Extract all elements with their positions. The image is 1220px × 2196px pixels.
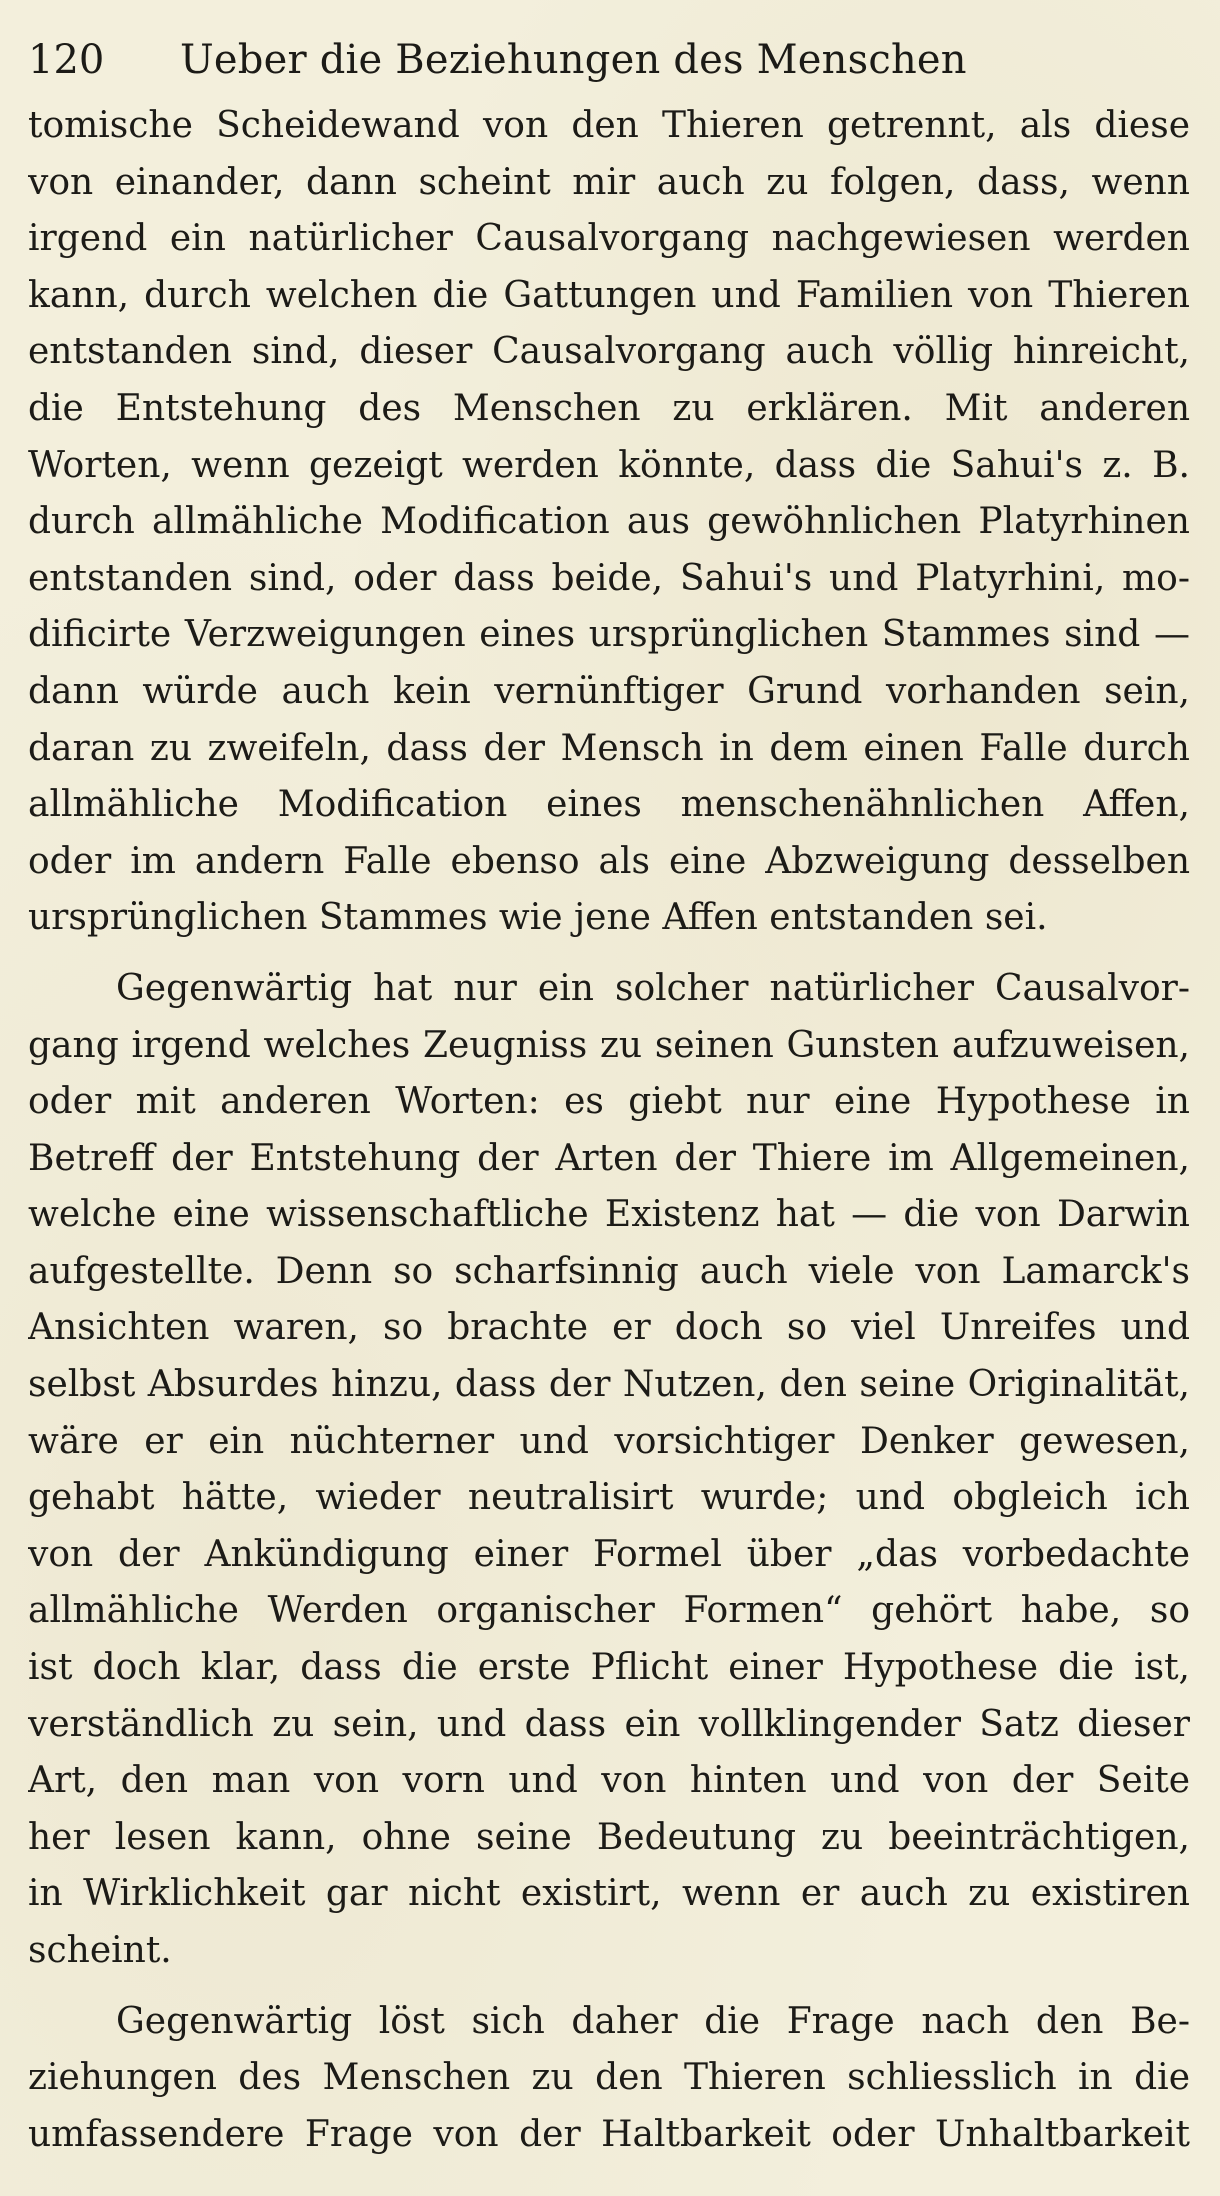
text-line: von einander, dann scheint mir auch zu folgen, dass, wenn bbox=[28, 161, 1190, 203]
text-line: oder mit anderen Worten: es giebt nur eine Hypothese in bbox=[28, 1081, 1190, 1123]
text-line: selbst Absurdes hinzu, dass der Nutzen, den seine Originalität, bbox=[28, 1364, 1190, 1406]
paragraph bbox=[28, 98, 1190, 947]
text-line: Art, den man von vorn und von hinten und von der Seite bbox=[28, 1760, 1190, 1802]
text-line: allmähliche Werden organischer Formen“ gehört habe, so bbox=[28, 1590, 1190, 1632]
text-line: verständlich zu sein, und dass ein vollklingender Satz dieser bbox=[28, 1703, 1190, 1745]
text-line: ist doch klar, dass die erste Pflicht einer Hypothese die ist, bbox=[28, 1647, 1190, 1689]
text-line: in Wirklichkeit gar nicht existirt, wenn er auch zu existiren bbox=[28, 1873, 1190, 1915]
paragraph-gap bbox=[28, 1980, 1190, 1994]
text-line: Gegenwärtig hat nur ein solcher natürlicher Causalvor- bbox=[116, 967, 1190, 1009]
paragraph bbox=[28, 1994, 1190, 2164]
text-line: Gegenwärtig löst sich daher die Frage nach den Be- bbox=[116, 2000, 1190, 2042]
paragraph bbox=[28, 961, 1190, 1980]
text-line: dann würde auch kein vernünftiger Grund vorhanden sein, bbox=[28, 670, 1190, 712]
page-header bbox=[28, 28, 1190, 92]
text-line: aufgestellte. Denn so scharfsinnig auch viele von Lamarck's bbox=[28, 1250, 1190, 1292]
paragraph-gap bbox=[28, 947, 1190, 961]
running-head: Ueber die Beziehungen des Menschen bbox=[180, 37, 967, 83]
text-line: durch allmähliche Modification aus gewöhnlichen Platyrhinen bbox=[28, 501, 1190, 543]
text-line: welche eine wissenschaftliche Existenz hat — die von Darwin bbox=[28, 1194, 1190, 1236]
text-line: wäre er ein nüchterner und vorsichtiger Denker gewesen, bbox=[28, 1420, 1190, 1462]
text-line: gehabt hätte, wieder neutralisirt wurde; und obgleich ich bbox=[28, 1477, 1190, 1519]
text-line: scheint. bbox=[28, 1930, 172, 1971]
text-line: her lesen kann, ohne seine Bedeutung zu beeinträchtigen, bbox=[28, 1816, 1190, 1858]
text-line: ziehungen des Menschen zu den Thieren schliesslich in die bbox=[28, 2057, 1190, 2099]
page-number: 120 bbox=[28, 37, 105, 83]
text-line: von der Ankündigung einer Formel über „das vorbedachte bbox=[28, 1533, 1190, 1575]
text-line: dificirte Verzweigungen eines ursprünglichen Stammes sind — bbox=[28, 614, 1190, 656]
text-line: oder im andern Falle ebenso als eine Abzweigung desselben bbox=[28, 840, 1190, 882]
text-line: umfassendere Frage von der Haltbarkeit oder Unhaltbarkeit bbox=[28, 2113, 1190, 2155]
text-line: tomische Scheidewand von den Thieren getrennt, als diese bbox=[28, 105, 1190, 146]
text-line: entstanden sind, dieser Causalvorgang auch völlig hinreicht, bbox=[28, 331, 1190, 373]
text-line: Worten, wenn gezeigt werden könnte, dass die Sahui's z. B. bbox=[28, 444, 1190, 486]
text-line: gang irgend welches Zeugniss zu seinen Gunsten aufzuweisen, bbox=[28, 1024, 1190, 1066]
text-line: die Entstehung des Menschen zu erklären. Mit anderen bbox=[28, 387, 1190, 429]
text-line: allmähliche Modification eines menschenähnlichen Affen, bbox=[28, 784, 1190, 826]
text-line: irgend ein natürlicher Causalvorgang nachgewiesen werden bbox=[28, 218, 1190, 260]
text-line: ursprünglichen Stammes wie jene Affen entstanden sei. bbox=[28, 897, 1048, 939]
text-line: Betreff der Entstehung der Arten der Thiere im Allgemeinen, bbox=[28, 1137, 1190, 1179]
text-line: Ansichten waren, so brachte er doch so viel Unreifes und bbox=[28, 1307, 1190, 1349]
text-line: daran zu zweifeln, dass der Mensch in dem einen Falle durch bbox=[28, 727, 1190, 769]
text-line: entstanden sind, oder dass beide, Sahui's und Platyrhini, mo- bbox=[28, 557, 1190, 599]
body-text bbox=[28, 98, 1190, 2163]
text-line: kann, durch welchen die Gattungen und Familien von Thieren bbox=[28, 274, 1190, 316]
